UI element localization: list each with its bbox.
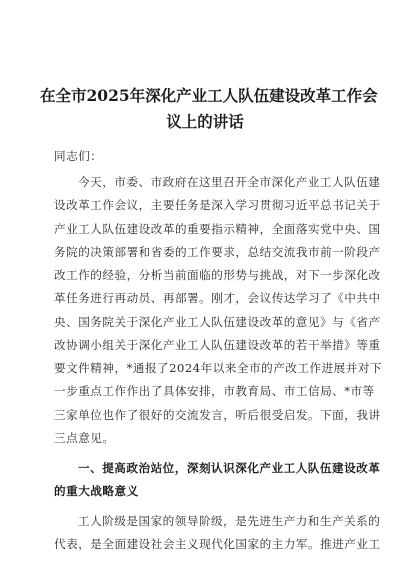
section-heading-1-line-1: 一、提高政治站位，深刻认识深化产业工人队伍建设改革 (78, 461, 381, 475)
paragraph-1-line-1: 今天，市委、市政府在这里召开全市深化产业工人队伍建 (78, 175, 381, 189)
document-title-line-1: 在全市2025年深化产业工人队伍建设改革工作会 (40, 86, 378, 105)
paragraph-1-line-5: 改工作的经验，分析当前面临的形势与挑战，对下一步深化改 (54, 268, 381, 282)
document-title-line-2: 议上的讲话 (166, 112, 244, 131)
paragraph-1-line-11: 三家单位也作了很好的交流发言，听后很受启发。下面，我讲 (54, 408, 381, 422)
paragraph-1-line-12: 三点意见。 (54, 431, 115, 445)
paragraph-1-line-10: 一步重点工作作出了具体安排，市教育局、市工信局、*市等 (54, 384, 375, 398)
paragraph-1-line-8: 改协调小组关于深化产业工人队伍建设改革的若干举措》等重 (54, 338, 381, 352)
paragraph-1-line-6: 革任务进行再动员、再部署。刚才，会议传达学习了《中共中 (54, 291, 381, 305)
paragraph-1-line-2: 设改革工作会议，主要任务是深入学习贯彻习近平总书记关于 (54, 198, 381, 212)
paragraph-2-line-1: 工人阶级是国家的领导阶级，是先进生产力和生产关系的 (78, 514, 381, 528)
salutation: 同志们： (54, 149, 103, 163)
paragraph-1-line-7: 央、国务院关于深化产业工人队伍建设改革的意见》与《省产 (54, 315, 381, 329)
paragraph-1-line-3: 产业工人队伍建设改革的重要指示精神，全面落实党中央、国 (54, 222, 381, 236)
section-heading-1-line-2: 的重大战略意义 (54, 484, 139, 498)
paragraph-2-line-2: 代表，是全面建设社会主义现代化国家的主力军。推进产业工 (54, 537, 381, 551)
paragraph-1-line-9: 要文件精神，*通报了2024年以来全市的产改工作进展并对下 (54, 361, 383, 375)
paragraph-1-line-4: 务院的决策部署和省委的工作要求，总结交流我市前一阶段产 (54, 245, 381, 259)
